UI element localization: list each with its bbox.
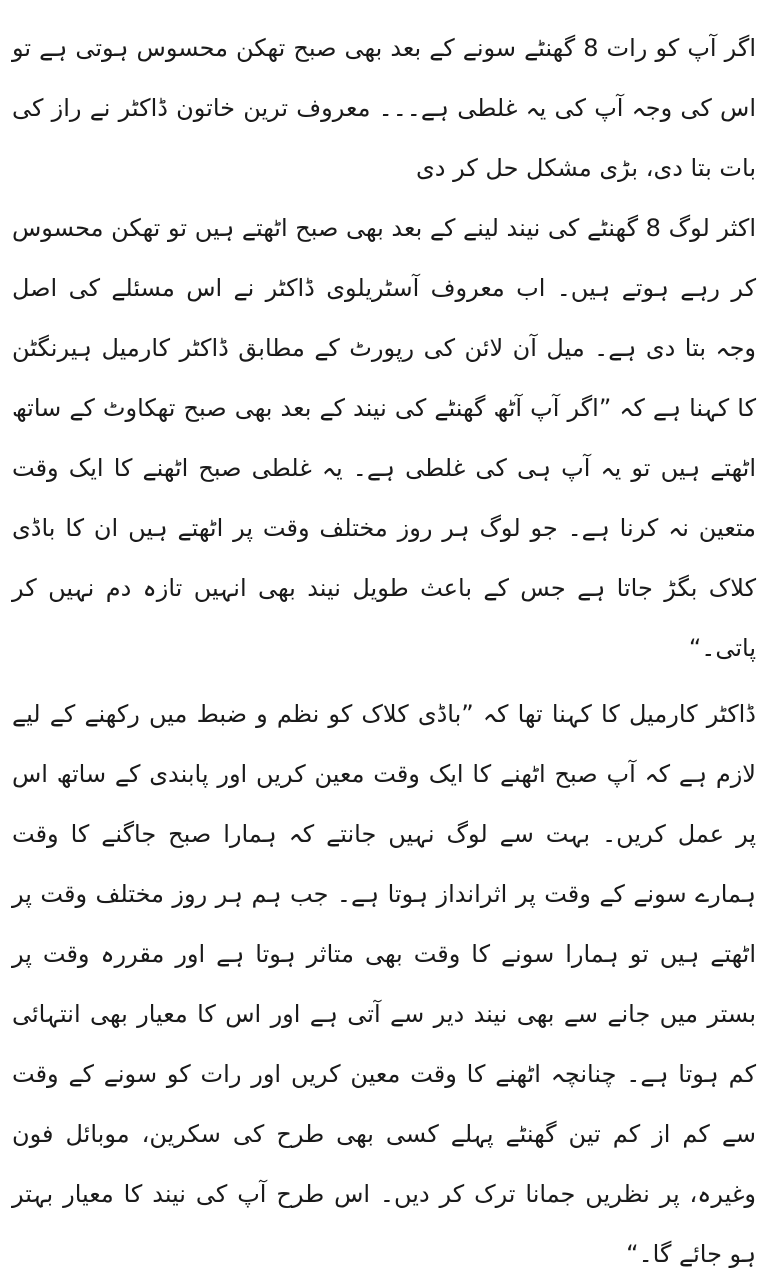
article-body: [12, 18, 756, 1284]
body-paragraph: ڈاکٹر کارمیل کا کہنا تھا کہ ”باڈی کلاک کو نظم و ضبط میں رکھنے کے لیے لازم ہے کہ آپ صبح اٹھنے کا ایک وقت معین کریں اور پابندی کے ساتھ اس پر عمل کریں۔ بہت سے لوگ نہیں جانتے کہ ہمارا صبح جاگنے کا وقت ہمارے سونے کے وقت پر اثرانداز ہوتا ہے۔ جب ہم ہر روز مختلف وقت پر اٹھتے ہیں تو ہمارا سونے کا وقت بھی متاثر ہوتا ہے اور مقررہ وقت پر بستر میں جانے سے بھی نیند دیر سے آتی ہے اور اس کا معیار بھی انتہائی کم ہوتا ہے۔ چنانچہ اٹھنے کا وقت معین کریں اور رات کو سونے کے وقت سے کم از کم تین گھنٹے پہلے کسی بھی طرح کی سکرین، موبائل فون وغیرہ، پر نظریں جمانا ترک کر دیں۔ اس طرح آپ کی نیند کا معیار بہتر ہو جائے گا۔“: [12, 700, 756, 1268]
body-paragraph: اکثر لوگ 8 گھنٹے کی نیند لینے کے بعد بھی صبح اٹھتے ہیں تو تھکن محسوس کر رہے ہوتے ہیں۔ اب معروف آسٹریلوی ڈاکٹر نے اس مسئلے کی اصل وجہ بتا دی ہے۔ میل آن لائن کی رپورٹ کے مطابق ڈاکٹر کارمیل ہیرنگٹن کا کہنا ہے کہ ”اگر آپ آٹھ گھنٹے کی نیند کے بعد بھی صبح تھکاوٹ کے ساتھ اٹھتے ہیں تو یہ آپ ہی کی غلطی ہے۔ یہ غلطی صبح اٹھنے کا ایک وقت متعین نہ کرنا ہے۔ جو لوگ ہر روز مختلف وقت پر اٹھتے ہیں ان کا باڈی کلاک بگڑ جاتا ہے جس کے باعث طویل نیند بھی انہیں تازہ دم نہیں کر پاتی۔“: [12, 214, 756, 662]
headline-paragraph: اگر آپ کو رات 8 گھنٹے سونے کے بعد بھی صبح تھکن محسوس ہوتی ہے تو اس کی وجہ آپ کی یہ غلطی ہے۔۔۔ معروف ترین خاتون ڈاکٹر نے راز کی بات بتا دی، بڑی مشکل حل کر دی: [12, 34, 756, 182]
